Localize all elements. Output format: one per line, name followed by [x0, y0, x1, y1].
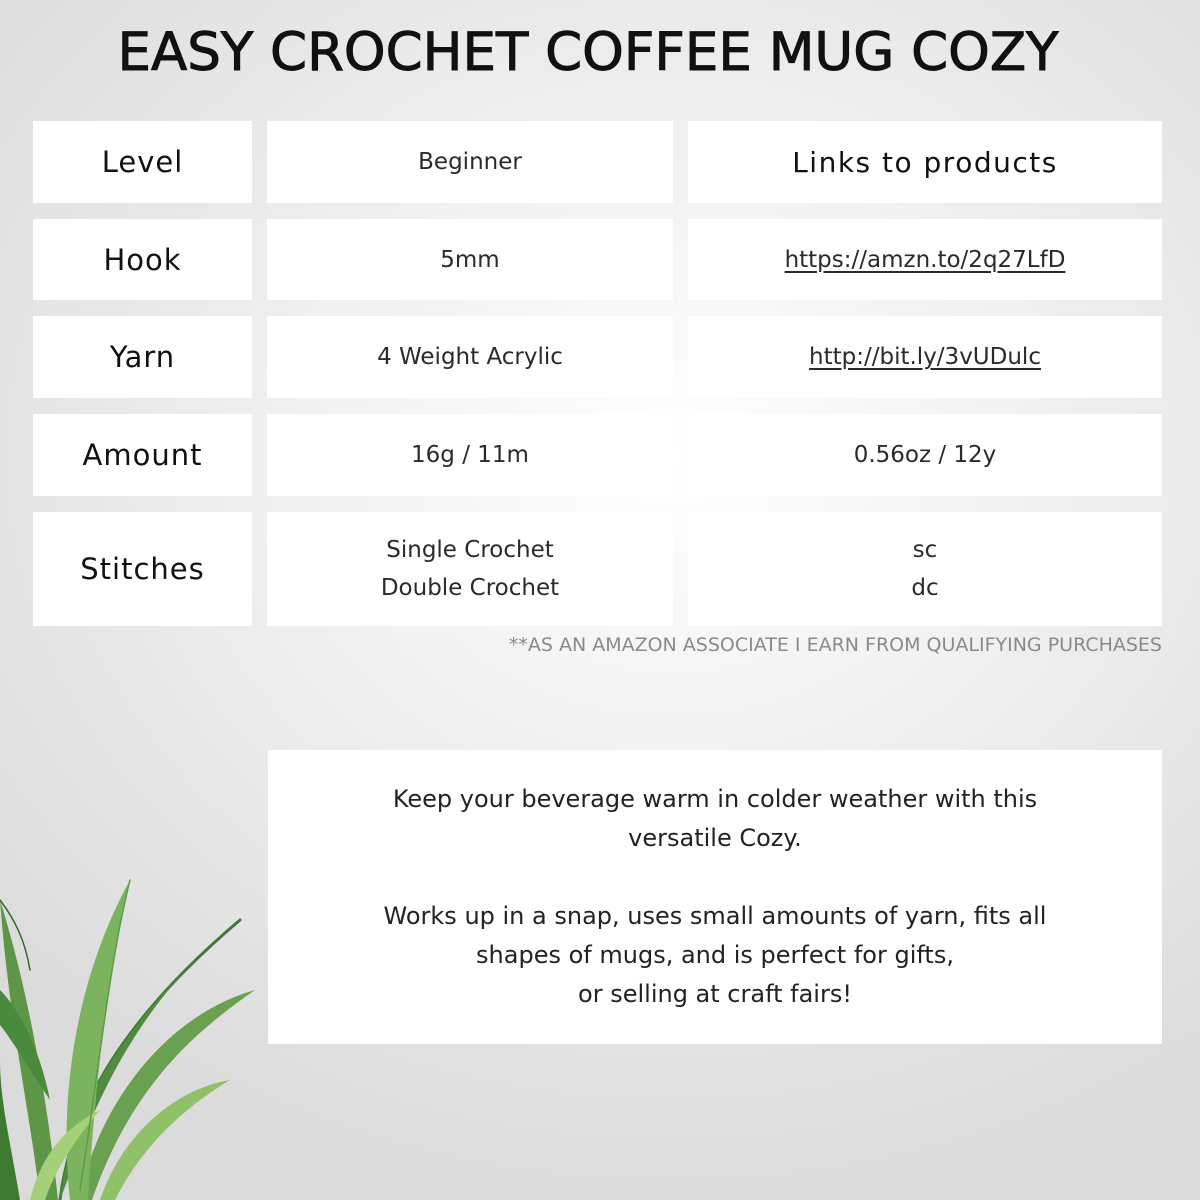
cell-hook-link: [688, 219, 1162, 300]
page-title: EASY CROCHET COFFEE MUG COZY: [117, 22, 1059, 83]
cell-stitches-label: [33, 512, 252, 626]
cell-amount-value: [267, 414, 673, 496]
amount-value: 16g / 11m: [411, 442, 529, 468]
hook-label: Hook: [103, 242, 182, 277]
stitch-abbr-dc: dc: [911, 575, 939, 601]
plant-illustration: [0, 860, 260, 1200]
cell-stitches-abbrs: [688, 512, 1162, 626]
affiliate-disclaimer: **AS AN AMAZON ASSOCIATE I EARN FROM QUALIFYING PURCHASES: [508, 634, 1162, 656]
level-label: Level: [101, 145, 184, 179]
hook-product-link[interactable]: https://amzn.to/2q27LfD: [784, 246, 1066, 273]
cell-yarn-value: [267, 316, 673, 398]
stitch-single-crochet: Single Crochet: [386, 537, 554, 563]
yarn-value: 4 Weight Acrylic: [377, 344, 563, 370]
links-heading: Links to products: [792, 145, 1058, 179]
cell-level-label: [33, 121, 252, 203]
level-value: Beginner: [418, 149, 522, 175]
hook-value: 5mm: [440, 246, 500, 273]
stitch-double-crochet: Double Crochet: [380, 575, 560, 601]
cell-yarn-label: [33, 316, 252, 398]
cell-hook-label: [33, 219, 252, 300]
cell-amount-label: [33, 414, 252, 496]
description-box: [268, 750, 1162, 1044]
description-paragraph-2: Works up in a snap, uses small amounts of yarn, fits all shapes of mugs, and is perfect for gifts,: [383, 902, 1047, 969]
cell-yarn-link: [688, 316, 1162, 398]
cell-links-heading: [688, 121, 1162, 203]
cell-level-value: [267, 121, 673, 203]
cell-stitches-values: [267, 512, 673, 626]
amount-label: Amount: [82, 438, 203, 472]
stitches-label: Stitches: [80, 552, 205, 586]
cell-amount-alt: [688, 414, 1162, 496]
cell-hook-value: [267, 219, 673, 300]
yarn-product-link[interactable]: http://bit.ly/3vUDulc: [809, 344, 1041, 370]
yarn-label: Yarn: [109, 340, 176, 374]
stitch-abbr-sc: sc: [912, 537, 938, 563]
description-paragraph-3: or selling at craft fairs!: [578, 980, 852, 1008]
amount-imperial-value: 0.56oz / 12y: [853, 442, 997, 468]
description-paragraph-1: Keep your beverage warm in colder weather with this versatile Cozy.: [392, 785, 1038, 852]
